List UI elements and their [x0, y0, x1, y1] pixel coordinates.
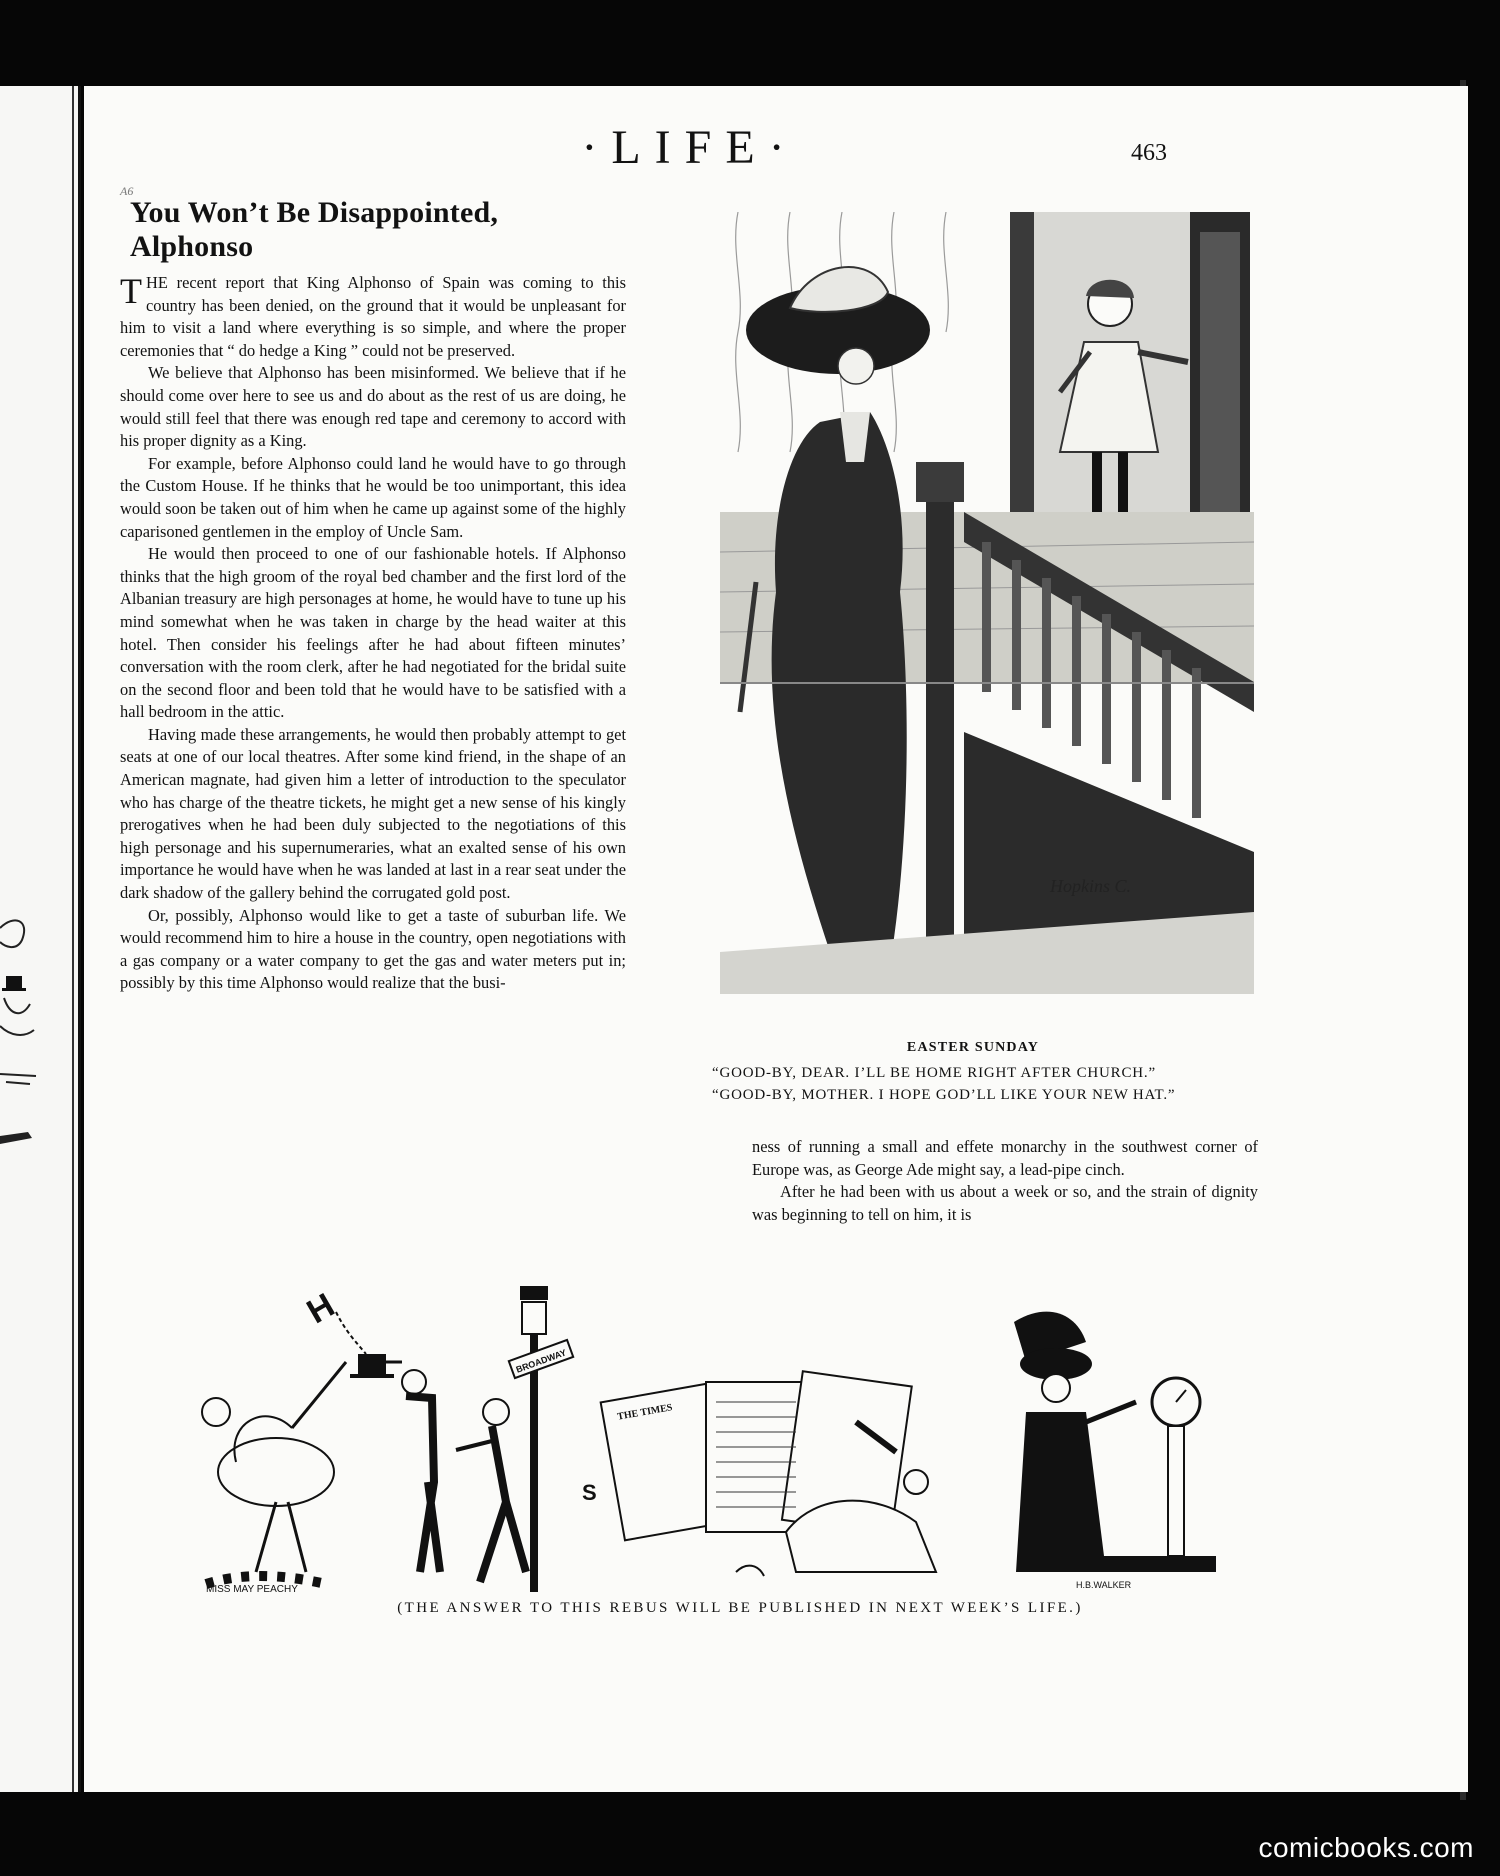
rebus-letter-s: S [582, 1480, 597, 1505]
article-right-column [752, 1136, 1258, 1226]
caption-line: “GOOD-BY, MOTHER. I HOPE GOD’LL LIKE YOUR NEW HAT.” [712, 1087, 1176, 1103]
rebus-letter-h: H [300, 1286, 341, 1332]
illustration-caption [668, 1040, 1278, 1106]
article-paragraph: ness of running a small and effete monarchy in the southwest corner of Europe was, as George Ade might say, a lead-pipe cinch. [752, 1137, 1258, 1179]
illustration-signature: Hopkins C. [1050, 876, 1131, 896]
masthead: ·LIFE· [581, 121, 799, 174]
caption-line: “GOOD-BY, DEAR. I’LL BE HOME RIGHT AFTER CHURCH.” [712, 1065, 1156, 1081]
left-page-edge [0, 86, 81, 1792]
article-paragraph: Or, possibly, Alphonso would like to get a taste of suburban life. We would recommend him to hire a house in the country, open negotiations with a gas company or a water company to get the gas and water meters put in; possibly by this time Alphonso would realize that the busi- [120, 905, 626, 993]
article-paragraph: THE recent report that King Alphonso of Spain was coming to this country has been denied, on the ground that it would be unpleasant for him to visit a land where everything is so simple, and where the proper ceremonies that “ do hedge a King ” could not be preserved. [120, 271, 626, 360]
drop-cap: T [120, 271, 142, 311]
left-page-sketch [0, 906, 40, 1186]
caption-title: EASTER SUNDAY [906, 1040, 1040, 1055]
watermark: comicbooks.com [1258, 1832, 1474, 1863]
easter-sunday-illustration [720, 212, 1254, 994]
broadway-sign: BROADWAY [514, 1347, 568, 1375]
article-paragraph: Having made these arrangements, he would then probably attempt to get seats at one of our local theatres. After some kind friend, in the shape of an American magnate, had given him a letter of introduction to the speculator who has charge of the theatre tickets, he might get a new sense of his kingly prerogatives when he had been duly subjected to the negotiations of this high personage and his supernumeraries, what an exalted sense of his own importance he would have when he was landed at last in a rear seat under the dark shadow of the gallery behind the corrugated gold post. [120, 724, 626, 903]
rebus-note: (THE ANSWER TO THIS REBUS WILL BE PUBLISHED IN NEXT WEEK’S LIFE.) [397, 1600, 1083, 1616]
rebus-cartoon [196, 1272, 1266, 1592]
article-title: You Won’t Be Disappointed, Alphonso [130, 196, 499, 263]
margin-mark: A6 [120, 184, 134, 198]
newspaper-masthead: THE TIMES [616, 1402, 674, 1423]
article-left-column [120, 196, 626, 995]
article-paragraph: After he had been with us about a week or so, and the strain of dignity was beginning to tell on him, it is [752, 1182, 1258, 1224]
article-paragraph: For example, before Alphonso could land he would have to go through the Custom House. If he thinks that he would be too unimportant, this idea would soon be taken out of him when he came up against some of the highly caparisoned gentlemen in the employ of Uncle Sam. [120, 453, 626, 541]
artist-signature: H.B.WALKER [1076, 1580, 1132, 1590]
dancer-label: MISS MAY PEACHY [206, 1584, 298, 1592]
page-spine [72, 86, 74, 1792]
page-number: 463 [1131, 140, 1167, 166]
dancer-figure [202, 1362, 346, 1592]
article-paragraph: He would then proceed to one of our fashionable hotels. If Alphonso thinks that the high groom of the royal bed chamber and the first lord of the Albanian treasury are high personages at home, he would have to tune up his mind somewhat when he was taken in charge by the head waiter at this hotel. Then consider his feelings after he had about fifteen minutes’ conversation with the room clerk, after he had negotiated for the bridal suite on the second floor and been told that he would have to be satisfied with a hall bedroom in the attic. [120, 544, 626, 722]
article-paragraph: We believe that Alphonso has been misinformed. We believe that if he should come over here to see us and do about as the rest of us are doing, he would still feel that there was enough red tape and ceremony to accord with his proper dignity as a King. [120, 363, 626, 451]
